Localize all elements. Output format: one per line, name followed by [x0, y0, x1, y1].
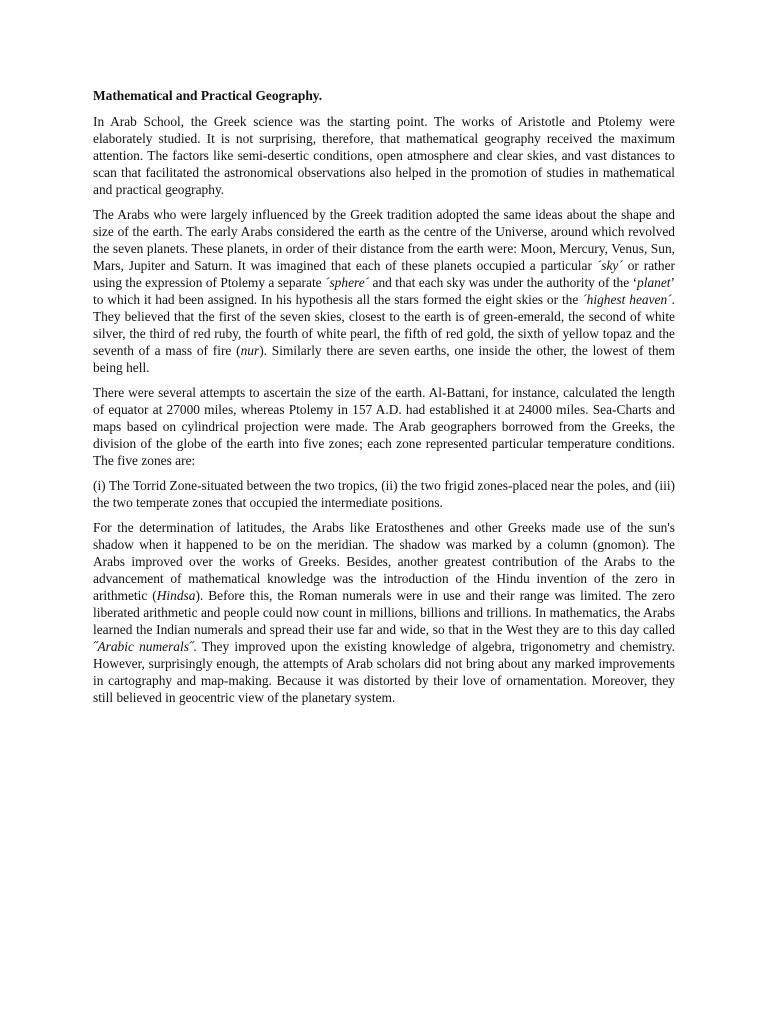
paragraph-text: or rather using the expression of Ptolemy a separate — [93, 258, 675, 290]
italic-term: planet — [637, 275, 671, 290]
paragraph-seven-planets — [93, 206, 675, 376]
document-page — [93, 87, 675, 714]
paragraph-text: ). Before this, the Roman numerals were in use and their range was limited. The zero liberated arithmetic and people could now count in millions, billions and trillions. In mathematics, the Arabs learned the Indian numerals and spread their use far and wide, so that in the West they are to this day called — [93, 588, 675, 637]
paragraph-five-zones: (i) The Torrid Zone-situated between the two tropics, (ii) the two frigid zones-placed near the poles, and (iii) the two temperate zones that occupied the intermediate positions. — [93, 478, 675, 510]
italic-term: nur — [240, 343, 260, 358]
paragraph-text: and that each sky was under the authority of the ‘ — [369, 275, 638, 290]
paragraph-text: ). Similarly there are seven earths, one inside the other, the lowest of them being hell. — [93, 343, 675, 375]
paragraph-text: The Arabs who were largely influenced by the Greek tradition adopted the same ideas about the shape and size of the earth. The early Arabs considered the earth as the centre of the Universe, around which revolved the seven planets. These planets, in order of their distance from the earth were: Moon, Mercury, Venus, Sun, Mars, Jupiter and Saturn. It was imagined that each of these planets occupied a particular — [93, 207, 675, 273]
italic-term: ˝Arabic numerals˝ — [93, 639, 194, 654]
paragraph-text: . They improved upon the existing knowledge of algebra, trigonometry and chemistry. However, surprisingly enough, the attempts of Arab scholars did not bring about any marked improvements in cartography and map-making. Because it was distorted by their love of ornamentation. Moreover, they still believed in geocentric view of the planetary system. — [93, 639, 675, 705]
paragraph-text: . They believed that the first of the seven skies, closest to the earth is of green-emerald, the second of white silver, the third of red ruby, the fourth of white pearl, the fifth of red gold, the sixth of yellow topaz and the seventh of a mass of fire ( — [93, 292, 675, 358]
paragraph-latitudes — [93, 519, 675, 706]
paragraph-earth-size: There were several attempts to ascertain the size of the earth. Al-Battani, for instance, calculated the length of equator at 27000 miles, whereas Ptolemy in 157 A.D. had established it at 24000 miles. Sea-Charts and maps based on cylindrical projection were made. The Arab geographers borrowed from the Greeks, the division of the globe of the earth into five zones; each zone represented particular temperature conditions. The five zones are: — [93, 385, 675, 468]
italic-term: ´sphere´ — [325, 275, 370, 290]
paragraph-arab-school: In Arab School, the Greek science was the starting point. The works of Aristotle and Ptolemy were elaborately studied. It is not surprising, therefore, that mathematical geography received the maximum attention. The factors like semi-desertic conditions, open atmosphere and clear skies, and vast distances to scan that facilitated the astronomical observations also helped in the promotion of studies in mathematical and practical geography. — [93, 114, 675, 197]
paragraph-text: ’ to which it had been assigned. In his hypothesis all the stars formed the eight skies or the — [93, 275, 675, 307]
section-title: Mathematical and Practical Geography. — [93, 88, 323, 103]
italic-term: ´highest heaven´ — [582, 292, 672, 307]
paragraph-text: For the determination of latitudes, the Arabs like Eratosthenes and other Greeks made use of the sun's shadow when it happened to be on the meridian. The shadow was marked by a column (gnomon). The Arabs improved over the works of Greeks. Besides, another greatest contribution of the Arabs to the advancement of mathematical knowledge was the introduction of the Hindu invention of the zero in arithmetic ( — [93, 520, 675, 603]
italic-term: ´sky´ — [596, 258, 623, 273]
italic-term: Hindsa — [156, 588, 196, 603]
